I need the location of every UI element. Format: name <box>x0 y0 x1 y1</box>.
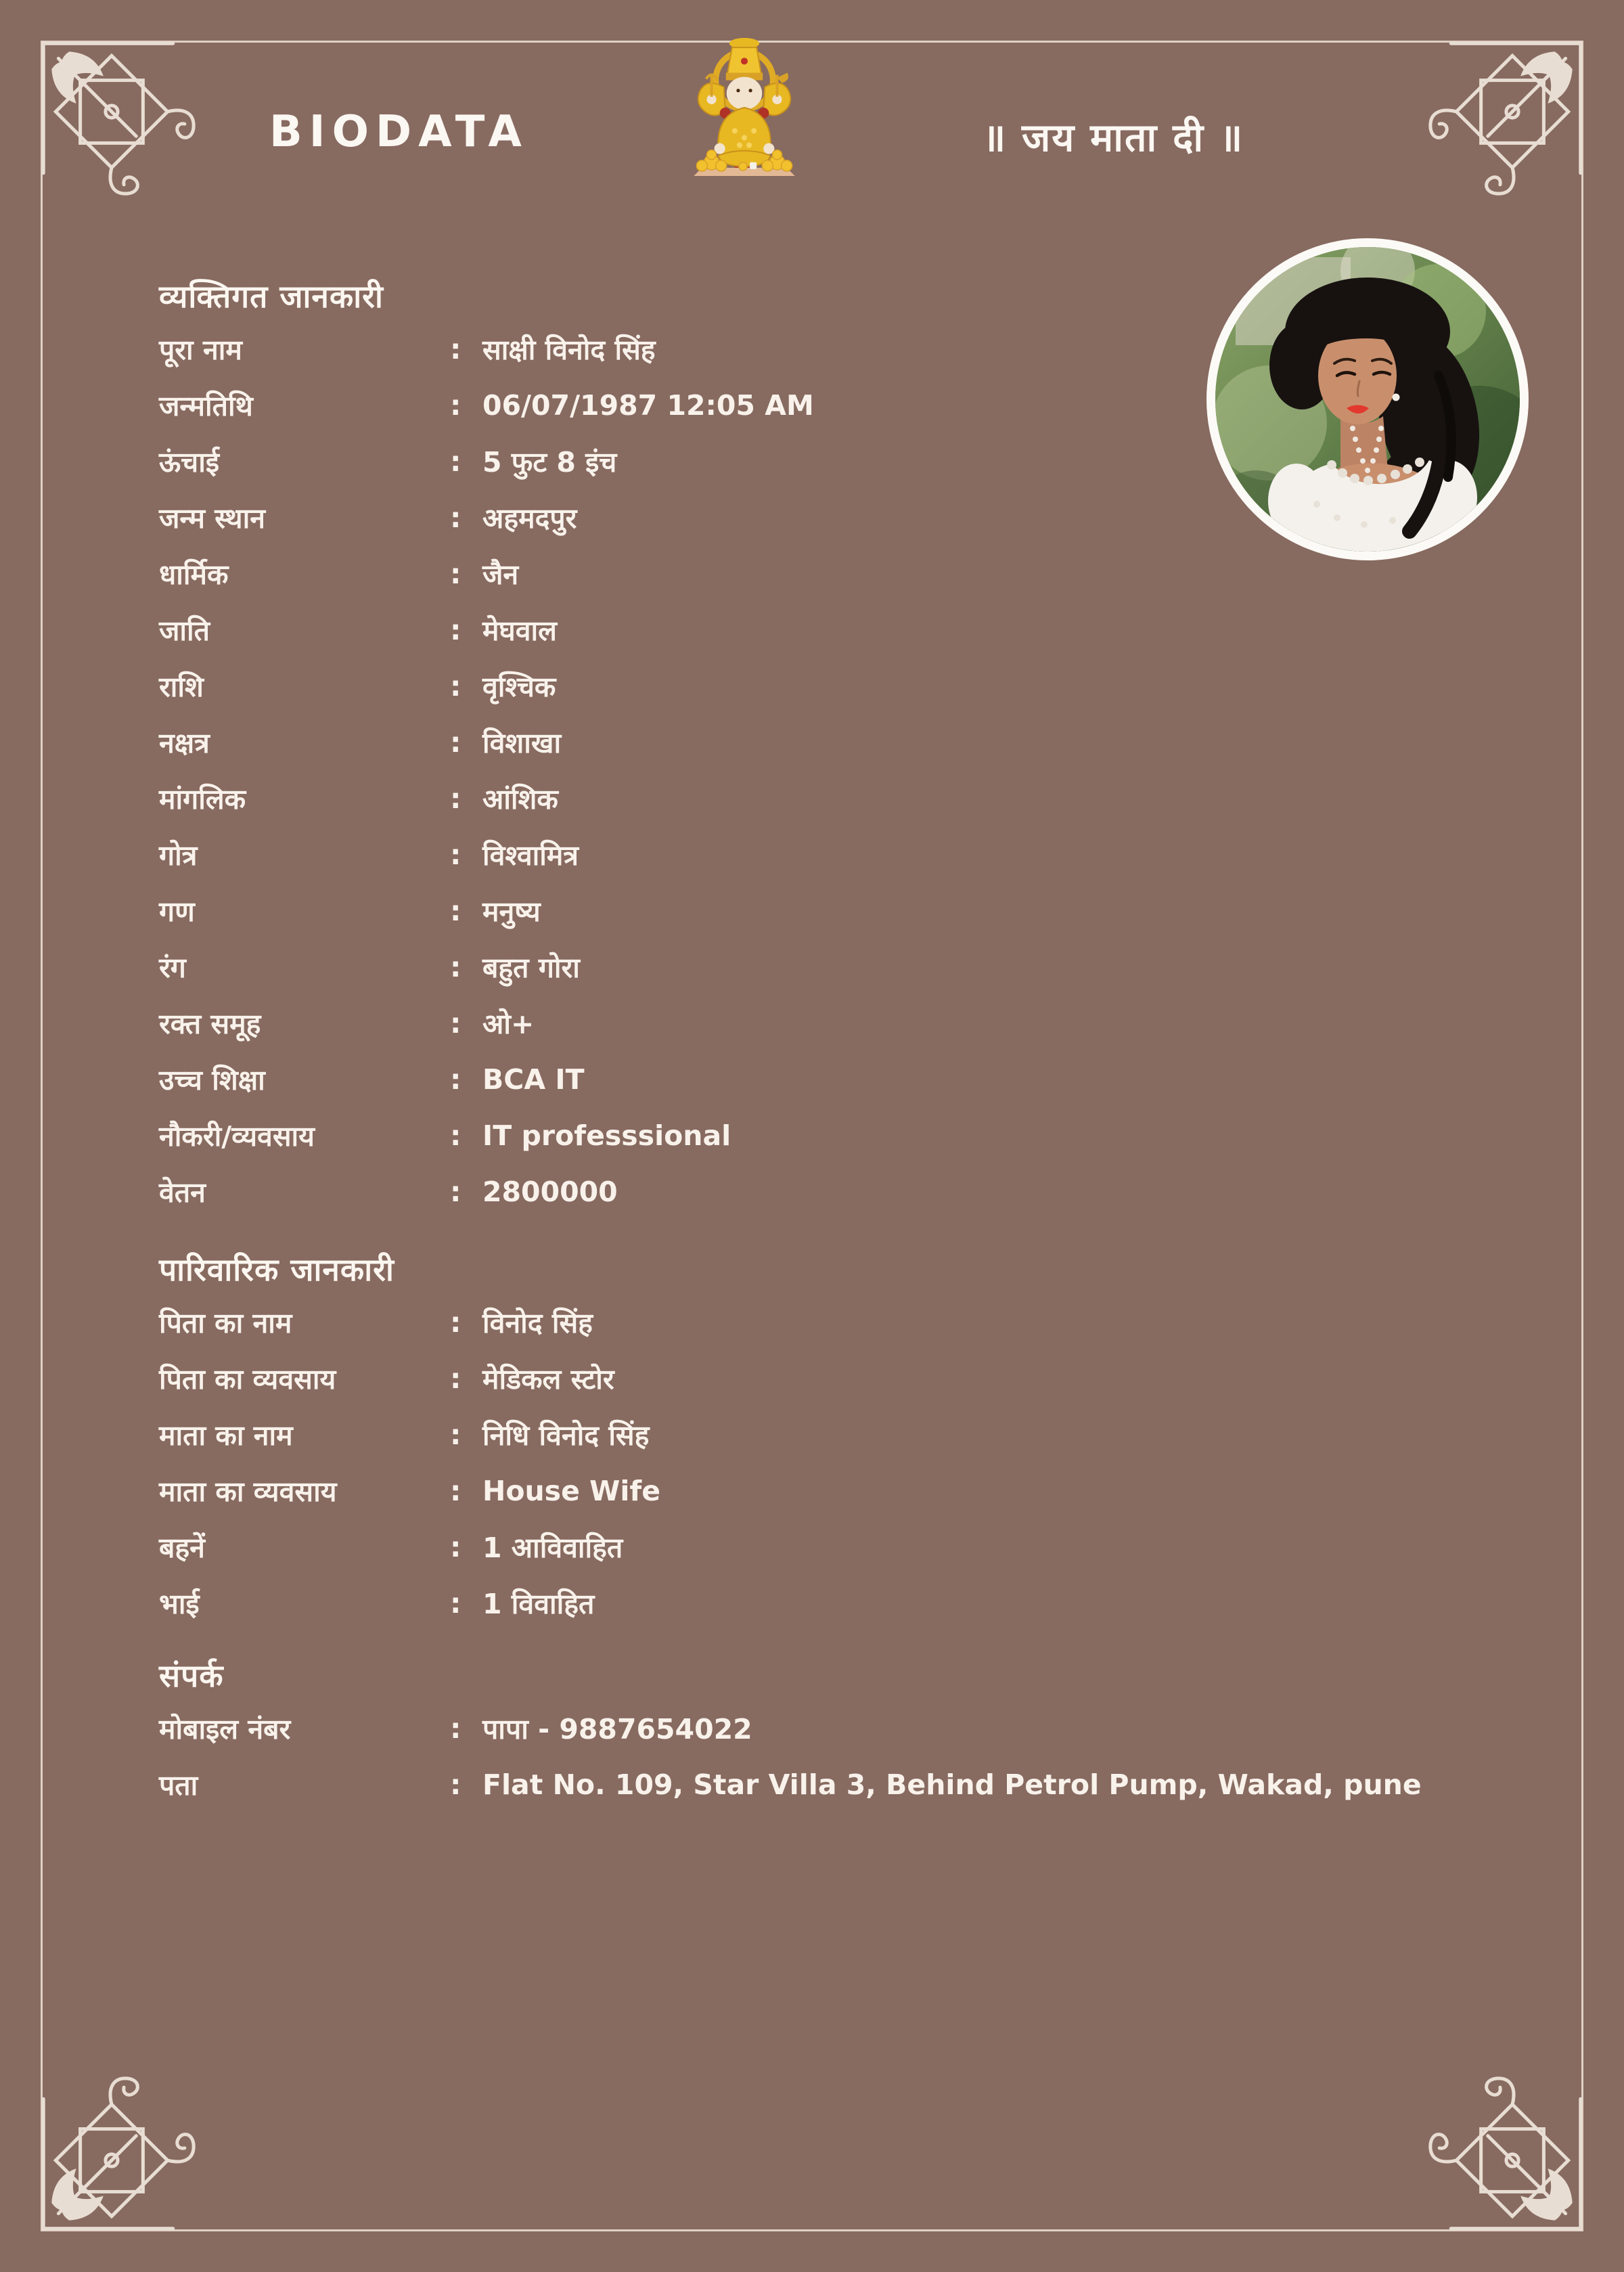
colon-separator: : <box>450 1712 461 1745</box>
row-gan <box>159 883 1465 939</box>
page-title: BIODATA <box>269 107 528 157</box>
colon-separator: : <box>450 950 461 983</box>
colon-separator: : <box>450 1306 461 1339</box>
section-contact <box>159 1650 1465 1812</box>
colon-separator: : <box>450 669 461 703</box>
row-value: ओ+ <box>482 1007 535 1040</box>
colon-separator: : <box>450 838 461 871</box>
row-label: नक्षत्र <box>159 726 210 759</box>
row-label: राशि <box>159 670 204 703</box>
row-value: अहमदपुर <box>482 502 577 535</box>
row-label: पता <box>159 1768 198 1802</box>
row-nakshatra <box>159 714 1465 770</box>
colon-separator: : <box>450 613 461 646</box>
row-value: BCA IT <box>482 1063 585 1096</box>
row-label: वेतन <box>159 1176 206 1209</box>
row-caste <box>159 602 1465 658</box>
colon-separator: : <box>450 1530 461 1563</box>
row-manglik <box>159 770 1465 826</box>
row-gotra <box>159 826 1465 883</box>
row-birth-place <box>159 489 1465 545</box>
row-brothers <box>159 1575 1465 1631</box>
colon-separator: : <box>450 1362 461 1395</box>
colon-separator: : <box>450 1119 461 1152</box>
row-label: बहनें <box>159 1531 205 1564</box>
corner-ornament-icon <box>1425 2073 1596 2244</box>
row-value: विश्वामित्र <box>482 839 579 872</box>
blessing-text: ॥ जय माता दी ॥ <box>983 116 1244 160</box>
section-personal <box>159 271 1465 1220</box>
colon-separator: : <box>450 1474 461 1507</box>
row-label: नौकरी/व्यवसाय <box>159 1119 315 1153</box>
colon-separator: : <box>450 1768 461 1801</box>
row-label: माता का व्यवसाय <box>159 1475 337 1508</box>
row-religion <box>159 545 1465 602</box>
colon-separator: : <box>450 1418 461 1451</box>
row-mobile-number <box>159 1700 1465 1756</box>
row-father-occupation <box>159 1350 1465 1406</box>
colon-separator: : <box>450 1063 461 1096</box>
row-label: उच्च शिक्षा <box>159 1063 265 1096</box>
row-value: 06/07/1987 12:05 AM <box>482 388 814 422</box>
row-father-name <box>159 1294 1465 1350</box>
colon-separator: : <box>450 557 461 590</box>
row-label: पिता का नाम <box>159 1306 292 1339</box>
row-birth-date <box>159 377 1465 433</box>
row-value: Flat No. 109, Star Villa 3, Behind Petrol Pump, Wakad, pune <box>482 1768 1422 1801</box>
row-label: ऊंचाई <box>159 445 219 478</box>
row-value: विशाखा <box>482 726 562 759</box>
row-label: धार्मिक <box>159 558 229 591</box>
colon-separator: : <box>450 332 461 365</box>
row-mother-name <box>159 1406 1465 1463</box>
section-title: संपर्क <box>159 1657 224 1694</box>
colon-separator: : <box>450 445 461 478</box>
row-full-name <box>159 321 1465 377</box>
row-label: पूरा नाम <box>159 333 242 366</box>
row-value: 1 आविवाहित <box>482 1531 623 1564</box>
colon-separator: : <box>450 894 461 927</box>
row-occupation <box>159 1107 1465 1163</box>
row-label: जन्मतिथि <box>159 389 253 422</box>
row-value: बहुत गोरा <box>482 951 580 984</box>
row-value: 2800000 <box>482 1175 618 1208</box>
row-label: मोबाइल नंबर <box>159 1712 291 1745</box>
section-family <box>159 1244 1465 1631</box>
colon-separator: : <box>450 726 461 759</box>
biodata-content <box>159 271 1465 1812</box>
row-label: भाई <box>159 1587 200 1620</box>
colon-separator: : <box>450 1006 461 1040</box>
section-title: व्यक्तिगत जानकारी <box>159 278 384 315</box>
row-value: आंशिक <box>482 782 558 816</box>
row-value: IT professsional <box>482 1119 731 1152</box>
row-value: मेघवाल <box>482 614 557 647</box>
row-address <box>159 1756 1465 1812</box>
row-value: मनुष्य <box>482 895 541 928</box>
ganesha-idol-icon <box>689 35 800 179</box>
row-complexion <box>159 939 1465 995</box>
row-value: जैन <box>482 558 519 591</box>
row-salary <box>159 1163 1465 1220</box>
row-label: माता का नाम <box>159 1419 293 1452</box>
row-education <box>159 1051 1465 1107</box>
row-value: निधि विनोद सिंह <box>482 1419 650 1452</box>
colon-separator: : <box>450 782 461 815</box>
row-blood-group <box>159 995 1465 1051</box>
row-label: जाति <box>159 614 210 647</box>
colon-separator: : <box>450 1175 461 1208</box>
row-label: मांगलिक <box>159 782 246 816</box>
row-value: पापा - 9887654022 <box>482 1712 752 1745</box>
corner-ornament-icon <box>28 28 199 199</box>
corner-ornament-icon <box>28 2073 199 2244</box>
row-rashi <box>159 658 1465 714</box>
row-value: मेडिकल स्टोर <box>482 1362 614 1396</box>
colon-separator: : <box>450 501 461 534</box>
row-label: गोत्र <box>159 839 198 872</box>
row-value: House Wife <box>482 1474 661 1507</box>
colon-separator: : <box>450 388 461 422</box>
row-value: 1 विवाहित <box>482 1587 595 1620</box>
row-value: विनोद सिंह <box>482 1306 593 1339</box>
colon-separator: : <box>450 1586 461 1620</box>
row-value: वृश्चिक <box>482 670 556 703</box>
row-mother-occupation <box>159 1463 1465 1519</box>
row-label: रक्त समूह <box>159 1007 261 1040</box>
row-value: साक्षी विनोद सिंह <box>482 333 656 366</box>
row-label: जन्म स्थान <box>159 502 265 535</box>
row-sisters <box>159 1519 1465 1575</box>
section-title: पारिवारिक जानकारी <box>159 1251 394 1288</box>
row-value: 5 फुट 8 इंच <box>482 445 617 478</box>
row-label: रंग <box>159 951 186 984</box>
row-height <box>159 433 1465 489</box>
corner-ornament-icon <box>1425 28 1596 199</box>
row-label: पिता का व्यवसाय <box>159 1362 336 1396</box>
row-label: गण <box>159 895 195 928</box>
